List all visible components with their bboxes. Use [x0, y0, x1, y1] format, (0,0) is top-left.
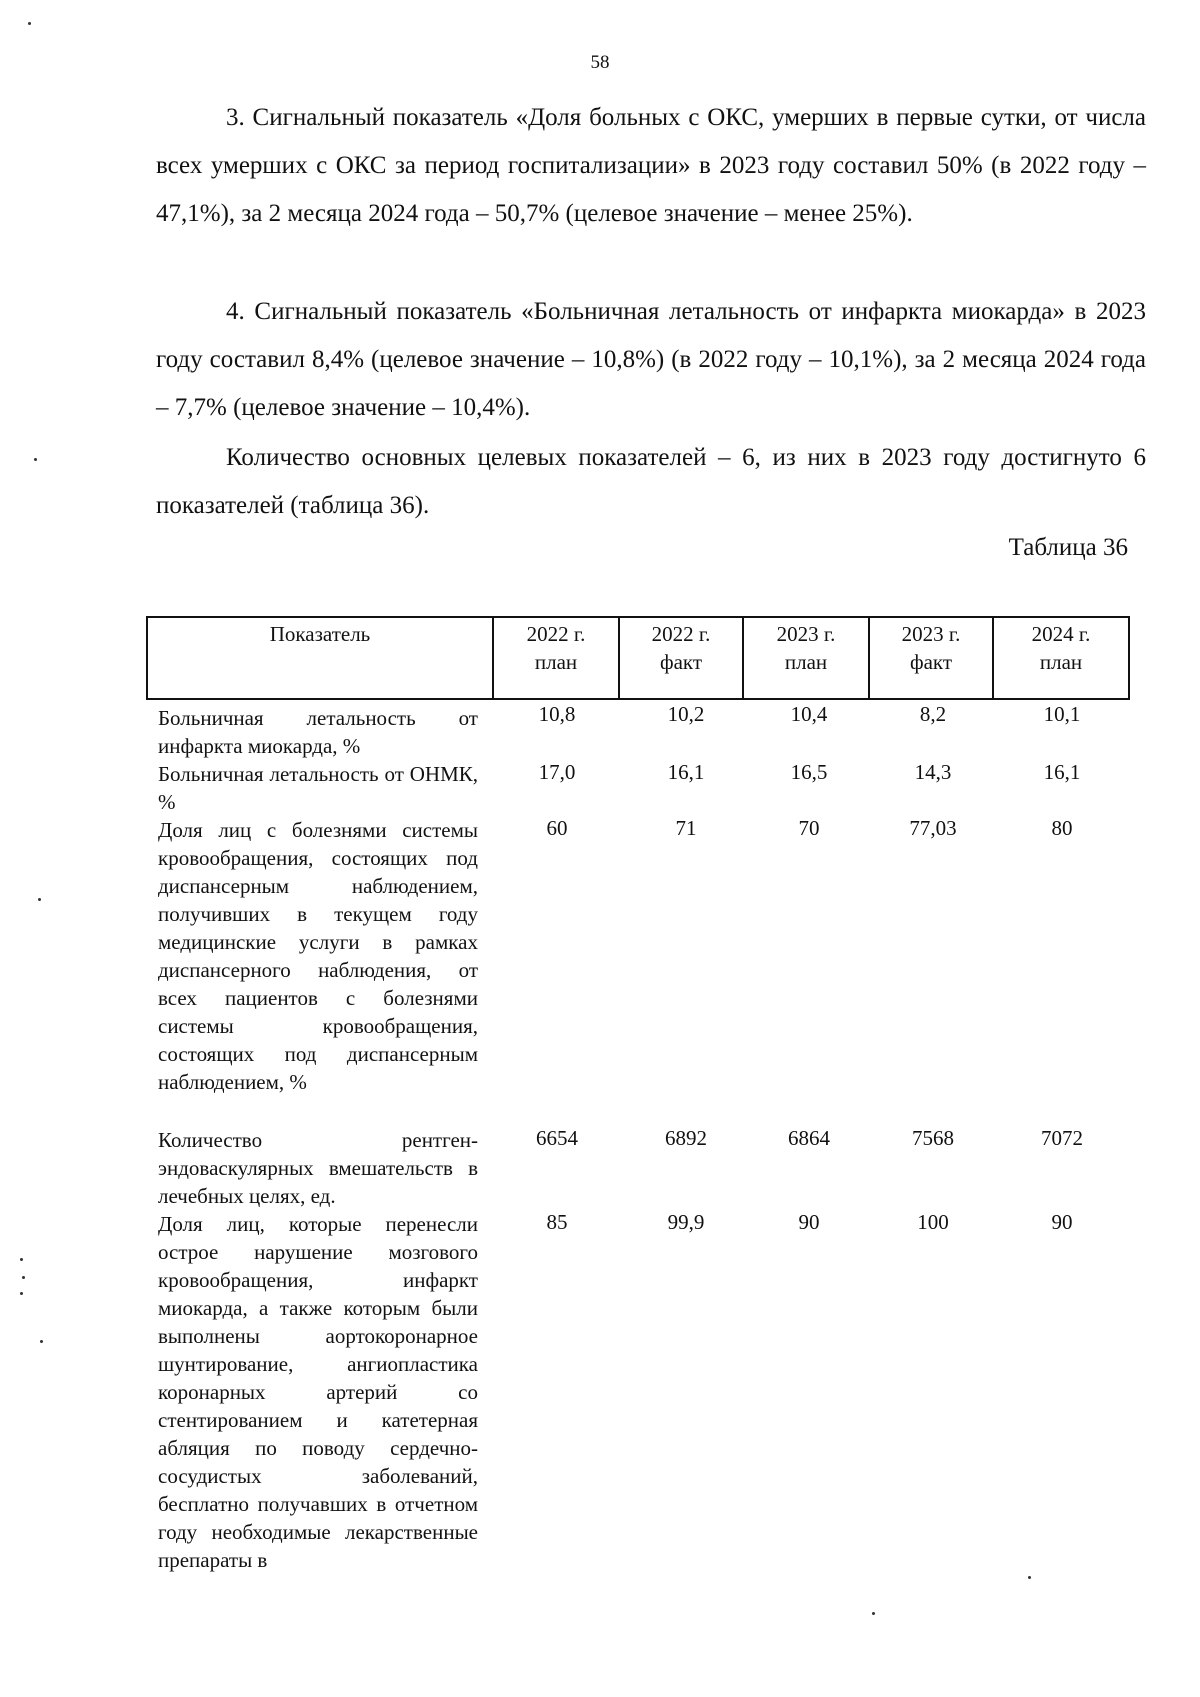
cell-2022-plan: 10,8	[538, 702, 576, 726]
table-header	[146, 616, 1130, 700]
cell-2023-fact: 77,03	[909, 816, 957, 840]
cell-2022-plan: 85	[546, 1210, 568, 1234]
scan-speck	[34, 458, 37, 461]
row-name-mi-mortality: Больничная летальность от инфаркта миокарда, %	[158, 706, 478, 758]
cell-2023-fact: 100	[917, 1210, 949, 1234]
cell-2023-plan: 90	[798, 1210, 820, 1234]
paragraph-signal-indicator-3: 3. Сигнальный показатель «Доля больных с ОКС, умерших в первые сутки, от числа всех умерших с ОКС за период госпитализации» в 2023 году составил 50% (в 2022 году – 47,1%), за 2 месяца 2024 года – 50,7% (целевое значение – менее 25%).	[156, 104, 1146, 227]
cell-2023-plan: 16,5	[790, 760, 828, 784]
cell-2022-plan: 60	[546, 816, 568, 840]
cell-2023-plan: 6864	[788, 1126, 830, 1150]
scan-speck	[28, 22, 31, 25]
header-indicator: Показатель	[269, 622, 371, 646]
scan-speck	[22, 1276, 25, 1279]
header-2024-plan: 2024 г. план	[992, 618, 1128, 698]
cell-2022-fact: 10,2	[667, 702, 705, 726]
cell-2022-fact: 71	[675, 816, 697, 840]
scan-speck	[40, 1340, 43, 1343]
scan-speck	[20, 1292, 23, 1295]
header-2023-fact: 2023 г. факт	[868, 618, 992, 698]
header-2022-fact: 2022 г. факт	[618, 618, 742, 698]
cell-2022-fact: 6892	[665, 1126, 707, 1150]
cell-2022-fact: 99,9	[667, 1210, 705, 1234]
cell-2023-plan: 10,4	[790, 702, 828, 726]
cell-2024-plan: 10,1	[1043, 702, 1081, 726]
scan-speck	[20, 1258, 23, 1261]
cell-2024-plan: 90	[1051, 1210, 1073, 1234]
cell-2023-fact: 14,3	[914, 760, 952, 784]
cell-2022-fact: 16,1	[667, 760, 705, 784]
page-number: 58	[590, 52, 610, 73]
scan-speck	[1028, 1576, 1031, 1579]
row-name-free-medication-share: Доля лиц, которые перенесли острое нарушение мозгового кровообращения, инфаркт миокарда, а также которым были выполнены аортокоронарное шунтирование, ангиопластика коронарных артерий со стентированием и катетерная абляция по поводу сердечно-сосудистых заболеваний, бесплатно получавших в отчетном году необходимые лекарственные препараты в	[158, 1212, 478, 1572]
cell-2024-plan: 16,1	[1043, 760, 1081, 784]
cell-2022-plan: 6654	[536, 1126, 578, 1150]
header-2023-plan: 2023 г. план	[742, 618, 868, 698]
scan-speck	[872, 1612, 875, 1615]
cell-2022-plan: 17,0	[538, 760, 576, 784]
paragraph-target-indicators-count: Количество основных целевых показателей – 6, из них в 2023 году достигнуто 6 показателей (таблица 36).	[156, 444, 1146, 519]
header-2022-plan: 2022 г. план	[492, 618, 618, 698]
cell-2023-fact: 8,2	[919, 702, 947, 726]
row-name-dispensary-share: Доля лиц с болезнями системы кровообращения, состоящих под диспансерным наблюдением, получивших в текущем году медицинские услуги в рамках диспансерного наблюдения, от всех пациентов с болезнями системы кровообращения, состоящих под диспансерным наблюдением, %	[158, 818, 478, 1094]
cell-2024-plan: 80	[1051, 816, 1073, 840]
cell-2024-plan: 7072	[1041, 1126, 1083, 1150]
table-caption: Таблица 36	[1008, 534, 1128, 561]
row-name-endovascular-count: Количество рентген-эндоваскулярных вмешательств в лечебных целях, ед.	[158, 1128, 478, 1208]
row-name-stroke-mortality: Больничная летальность от ОНМК, %	[158, 762, 478, 814]
cell-2023-fact: 7568	[912, 1126, 954, 1150]
cell-2023-plan: 70	[798, 816, 820, 840]
scan-speck	[38, 898, 41, 901]
paragraph-signal-indicator-4: 4. Сигнальный показатель «Больничная летальность от инфаркта миокарда» в 2023 году составил 8,4% (целевое значение – 10,8%) (в 2022 году – 10,1%), за 2 месяца 2024 года – 7,7% (целевое значение – 10,4%).	[156, 298, 1146, 421]
